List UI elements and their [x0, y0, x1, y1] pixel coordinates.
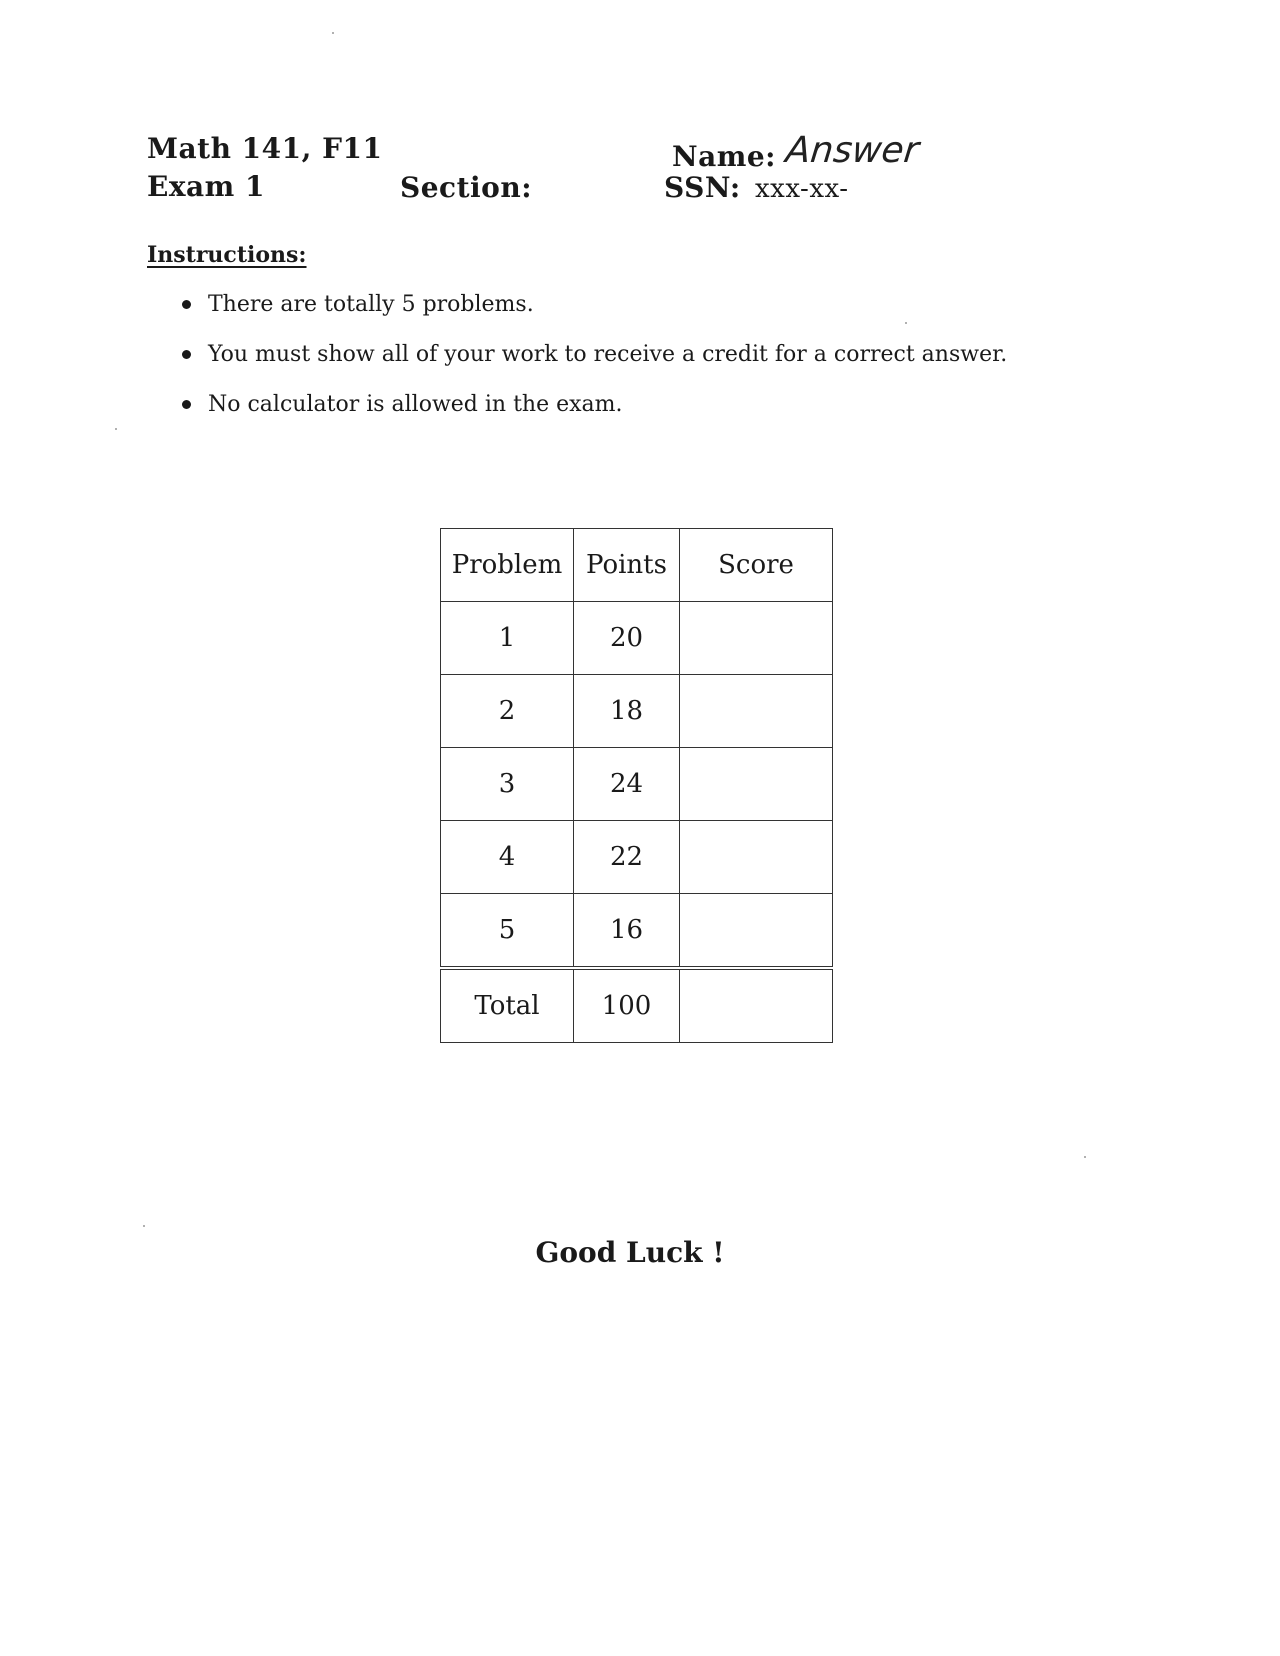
column-header-score: Score	[680, 529, 833, 602]
scan-speck	[1084, 1156, 1086, 1158]
scan-speck	[143, 1225, 145, 1227]
column-header-points: Points	[574, 529, 680, 602]
instruction-text: No calculator is allowed in the exam.	[208, 392, 623, 417]
exam-title: Exam 1	[147, 170, 266, 203]
problem-number: 5	[441, 894, 574, 969]
total-label: Total	[441, 968, 574, 1043]
scan-speck	[115, 428, 117, 430]
instruction-item	[180, 340, 1007, 390]
instructions-list	[180, 290, 1007, 440]
instruction-item	[180, 290, 1007, 340]
table-total-row	[441, 968, 833, 1043]
scan-speck	[332, 32, 334, 34]
instructions-heading: Instructions:	[147, 242, 307, 268]
bullet-icon	[182, 400, 191, 409]
scan-speck	[905, 322, 907, 324]
bullet-icon	[182, 350, 191, 359]
name-handwritten-value: Answer	[784, 130, 922, 171]
total-points: 100	[574, 968, 680, 1043]
good-luck-message: Good Luck !	[535, 1236, 725, 1269]
problem-number: 1	[441, 602, 574, 675]
problem-points: 24	[574, 748, 680, 821]
total-score	[680, 968, 833, 1043]
table-row	[441, 894, 833, 969]
table-row	[441, 675, 833, 748]
bullet-icon	[182, 300, 191, 309]
table-header-row	[441, 529, 833, 602]
table-row	[441, 602, 833, 675]
section-label: Section:	[400, 171, 533, 204]
ssn-label: SSN:	[664, 171, 741, 204]
table-row	[441, 748, 833, 821]
problem-score	[680, 748, 833, 821]
problem-number: 3	[441, 748, 574, 821]
problem-points: 18	[574, 675, 680, 748]
instruction-text: You must show all of your work to receive a credit for a correct answer.	[208, 342, 1008, 367]
column-header-problem: Problem	[441, 529, 574, 602]
course-title: Math 141, F11	[147, 132, 383, 165]
instruction-item	[180, 390, 1007, 440]
problem-score	[680, 675, 833, 748]
instruction-text: There are totally 5 problems.	[208, 292, 534, 317]
problem-score	[680, 602, 833, 675]
problem-points: 16	[574, 894, 680, 969]
name-label: Name:	[672, 140, 777, 173]
problem-score	[680, 894, 833, 969]
problem-score	[680, 821, 833, 894]
problem-number: 2	[441, 675, 574, 748]
ssn-field	[664, 171, 849, 204]
name-field	[672, 130, 922, 175]
problem-number: 4	[441, 821, 574, 894]
problem-points: 22	[574, 821, 680, 894]
score-table	[440, 528, 833, 1043]
ssn-value: xxx-xx-	[755, 174, 849, 204]
table-row	[441, 821, 833, 894]
problem-points: 20	[574, 602, 680, 675]
